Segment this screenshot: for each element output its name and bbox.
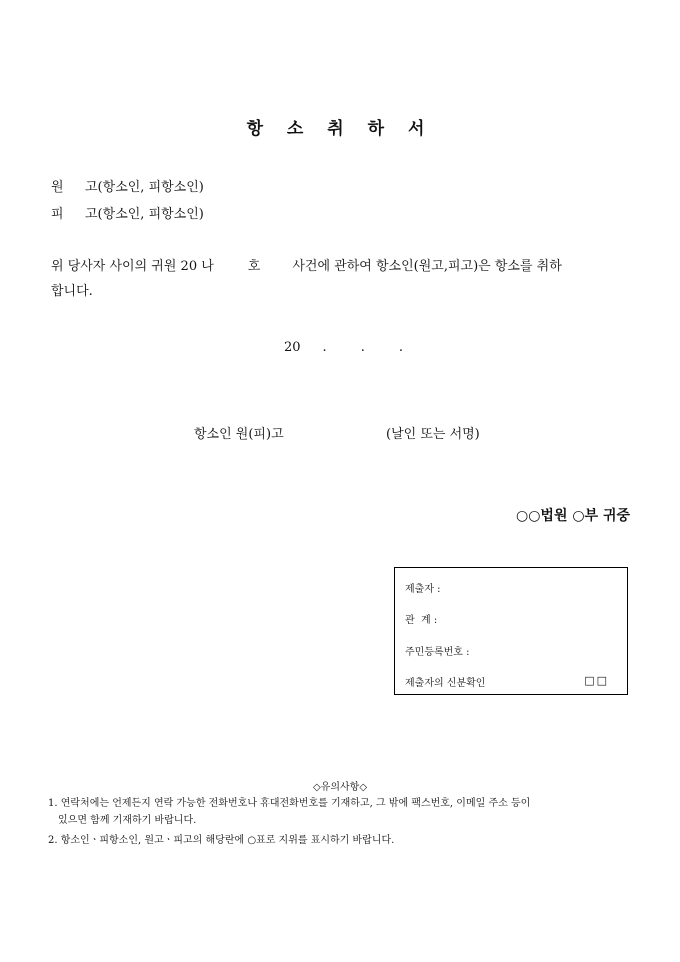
plaintiff-role: 원: [51, 180, 80, 195]
body-part1: 위 당사자 사이의 귀원 20 나: [51, 259, 214, 274]
date-dot-3: .: [398, 340, 403, 355]
body-part3: 사건에 관하여 항소인(원고,피고)은 항소를 취하: [292, 259, 562, 274]
identity-check-field: 제출자의 신분확인: [405, 678, 486, 689]
court-label: ○○법원 ○부 귀중: [515, 508, 630, 524]
notice-item-1-line-2: 있으면 함께 기재하기 바랍니다.: [58, 815, 197, 826]
body-paragraph: [51, 254, 562, 304]
defendant-label: 고(항소인, 피항소인): [85, 207, 204, 222]
body-part2: 호: [247, 259, 261, 274]
plaintiff-label: 고(항소인, 피항소인): [85, 180, 204, 195]
submitter-box: [394, 567, 628, 695]
defendant-line: [51, 203, 204, 222]
notice-item-2: 2. 항소인ㆍ피항소인, 원고ㆍ피고의 해당란에 ○표로 지위를 표시하기 바랍니다.: [48, 835, 395, 846]
body-line2: 합니다.: [51, 284, 93, 299]
document-title: 항 소 취 하 서: [246, 119, 434, 139]
date-dot-1: .: [322, 340, 327, 355]
defendant-role: 피: [51, 207, 80, 222]
notice-heading: ◇유의사항◇: [312, 782, 368, 793]
resident-number-field: 주민등록번호 :: [405, 647, 470, 658]
submitter-field: 제출자 :: [405, 584, 441, 595]
date-year: 20: [284, 340, 301, 355]
notice-item-1: [48, 795, 530, 829]
identity-checkboxes: □□: [584, 674, 609, 687]
appellant-label: 항소인 원(피)고: [194, 427, 284, 442]
notice-item-1-line-1: 1. 연락처에는 언제든지 연락 가능한 전화번호나 휴대전화번호를 기재하고, 그 밖에 팩스번호, 이메일 주소 등이: [48, 798, 531, 809]
seal-label: (날인 또는 서명): [386, 427, 480, 442]
plaintiff-line: [51, 176, 204, 195]
relation-field: 관 계 :: [405, 615, 438, 626]
date-line: [284, 340, 403, 355]
date-dot-2: .: [360, 340, 365, 355]
